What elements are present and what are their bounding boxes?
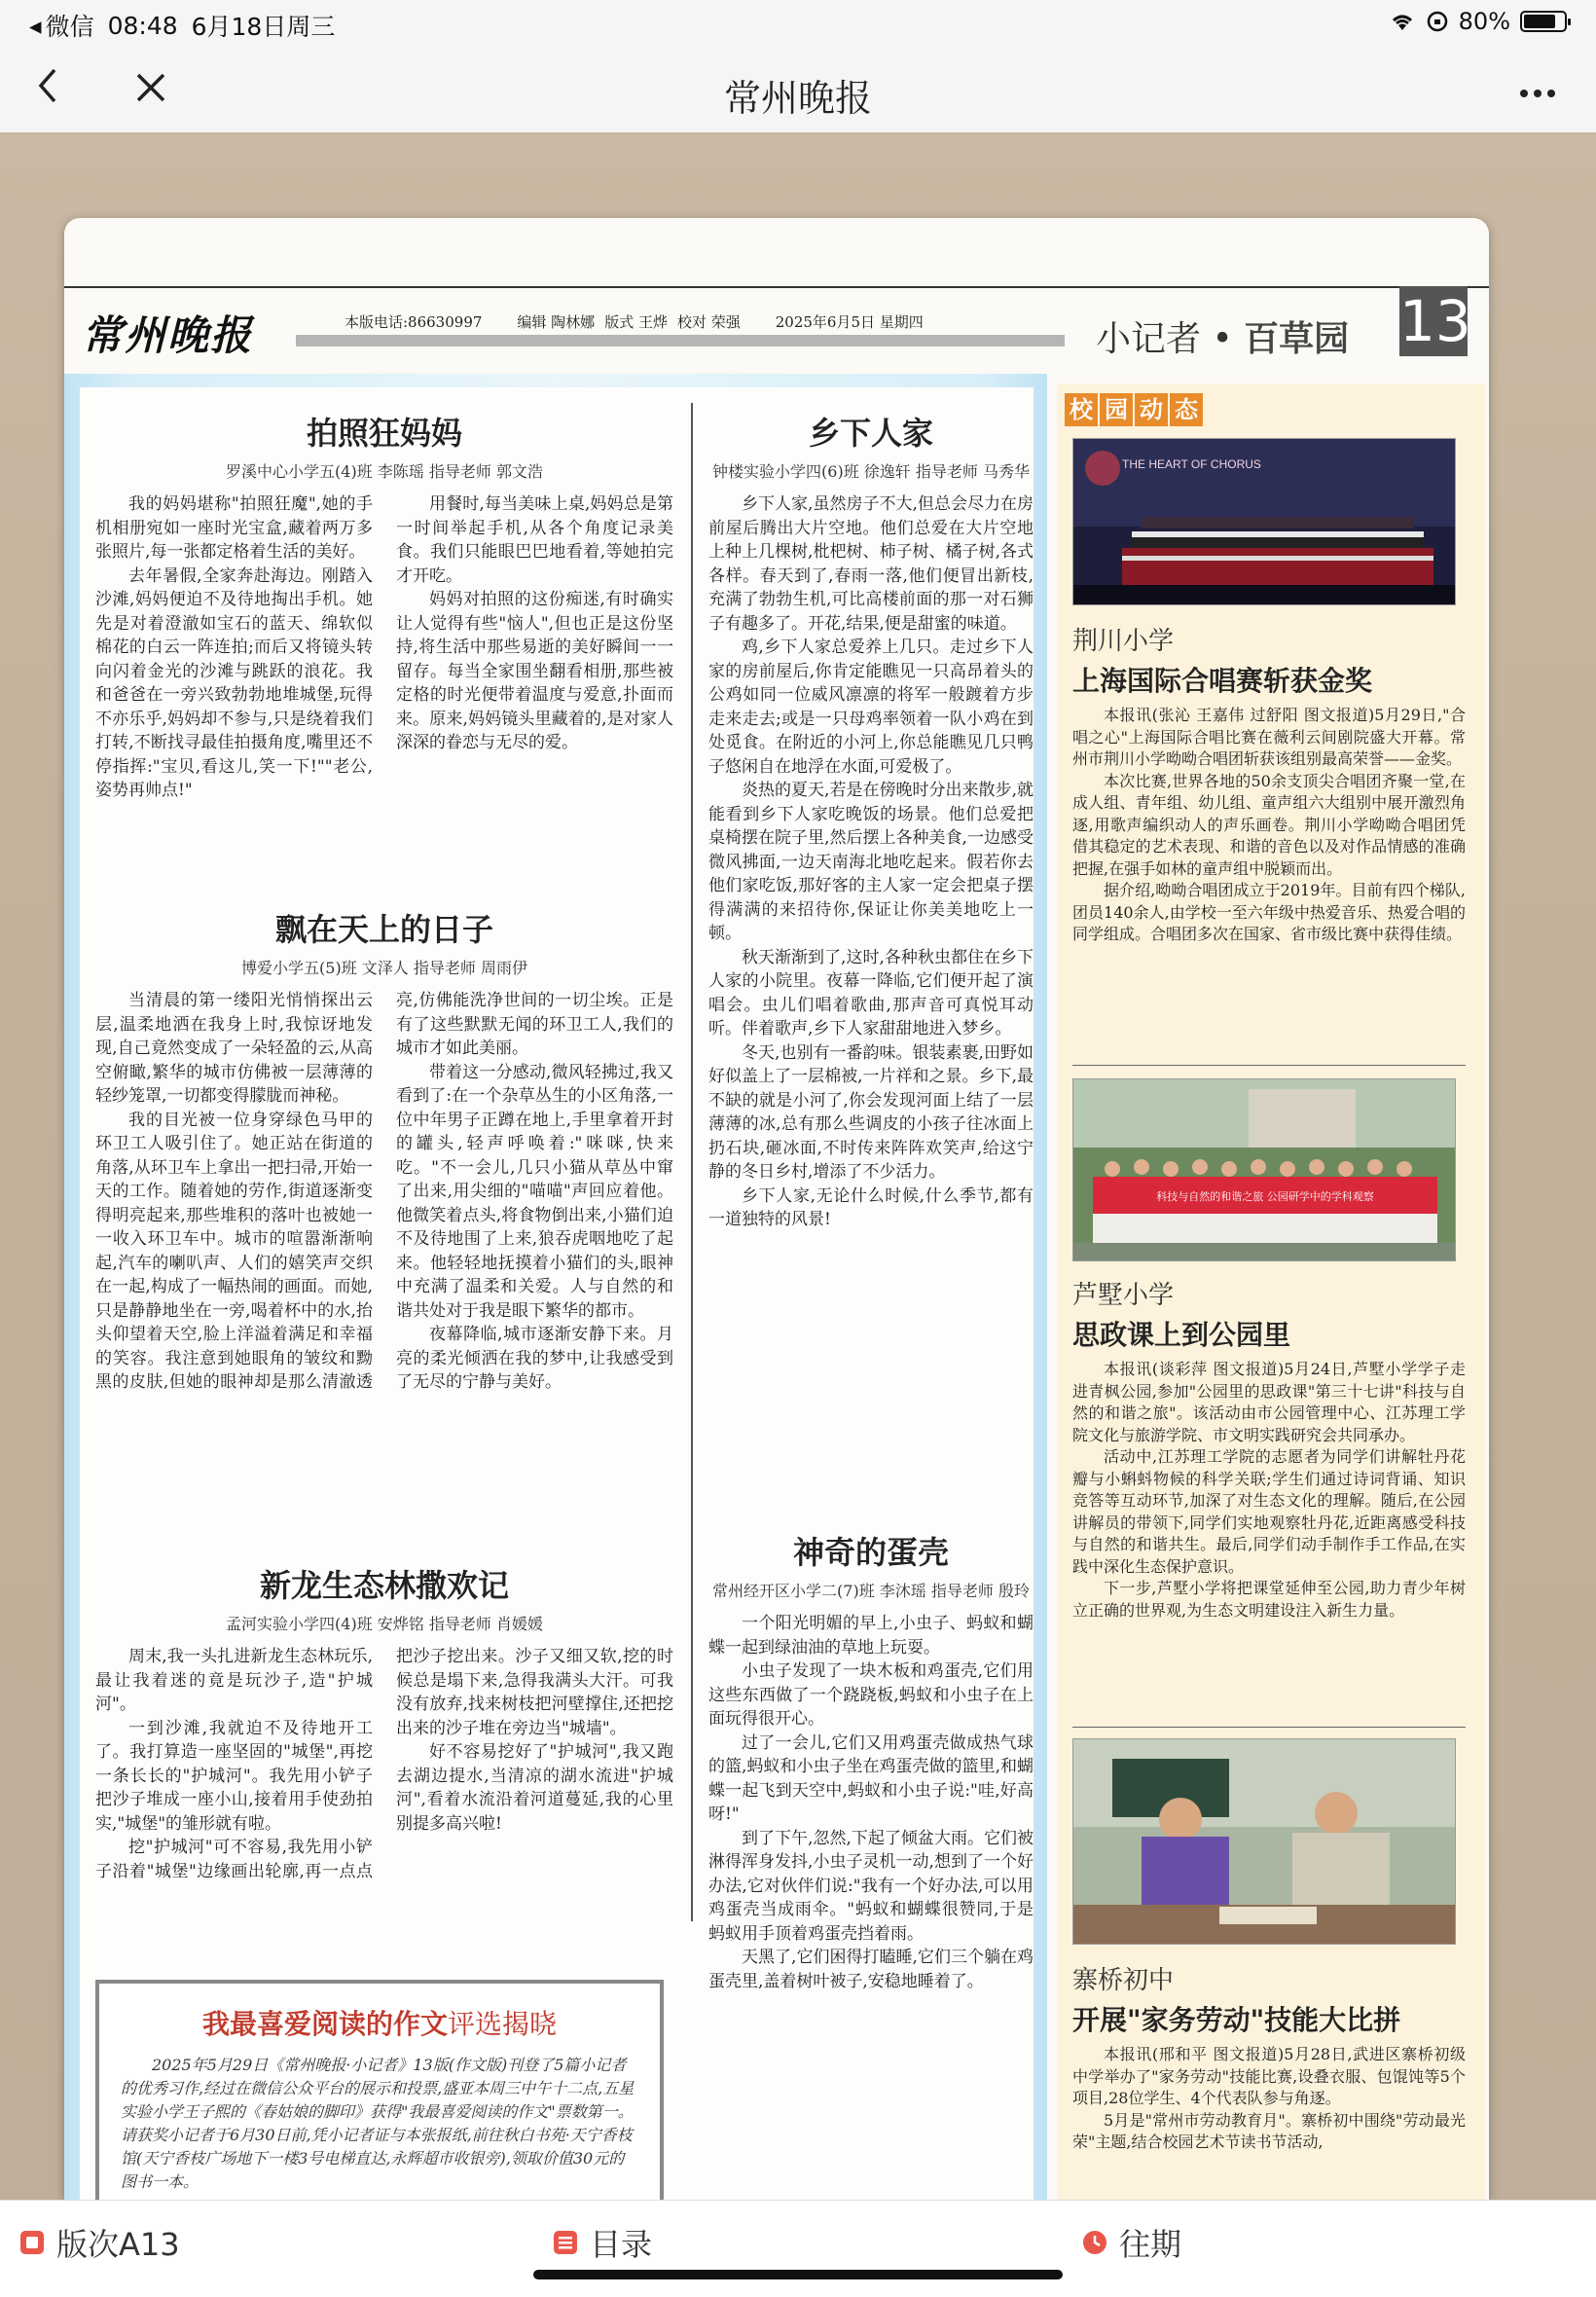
masthead-layout: 版式 王烨: [604, 313, 668, 331]
page-number: 13: [1399, 288, 1471, 354]
paragraph: 天黑了,它们困得打瞌睡,它们三个躺在鸡蛋壳里,盖着树叶被子,安稳地睡着了。: [708, 1948, 1034, 1991]
masthead-bar: [296, 335, 1065, 346]
article-body: [95, 492, 673, 855]
article-body: [708, 1612, 1034, 1993]
paragraph: 5月是"常州市劳动教育月"。寨桥初中围绕"劳动最光荣"主题,结合校园艺术节读书节活动,: [1072, 2110, 1466, 2151]
paragraph: 鸡,乡下人家总爱养上几只。走过乡下人家的房前屋后,你肯定能瞧见一只高昂着头的公鸡如同一位威风凛凛的将军一般踱着方步走来走去;或是一只母鸡率领着一队小鸡在到处觅食。在附近的小河上,你总能瞧见几只鸭子悠闲自在地浮在水面,可爱极了。: [708, 638, 1034, 777]
paragraph: 乡下人家,无论什么时候,什么季节,都有一道独特的风景!: [708, 1185, 1034, 1229]
notice-title: [121, 2003, 638, 2042]
bottom-toolbar: [0, 2200, 1596, 2297]
choir-photo[interactable]: [1072, 438, 1456, 605]
edition-icon: [18, 2228, 47, 2257]
paragraph: 秋天渐渐到了,这时,各种秋虫都住在乡下人家的小院里。夜幕一降临,它们便开起了演唱会。虫儿们唱着歌曲,那声音可真悦耳动听。伴着歌声,乡下人家甜甜地进入梦乡。: [708, 947, 1034, 1039]
article-title: 乡下人家: [808, 415, 933, 452]
more-dots-icon: [1518, 88, 1557, 99]
column-divider: [691, 403, 693, 1921]
back-to-app-indicator[interactable]: [29, 8, 94, 43]
paragraph: 据介绍,呦呦合唱团成立于2019年。目前有四个梯队,团员140余人,由学校一至六年级中热爱音乐、热爱合唱的同学组成。合唱团多次在国家、省市级比赛中获得佳绩。: [1072, 881, 1466, 943]
home-indicator[interactable]: [533, 2270, 1063, 2279]
paragraph: 一到沙滩,我就迫不及待地开工了。我打算造一座坚固的"城堡",再挖一条长长的"护城河"。我先用小铲子把沙子堆成一座小山,接着用手使劲拍实,"城堡"的雏形就有啦。: [95, 1718, 373, 1834]
section-title-bold: 百草园: [1244, 318, 1350, 359]
nav-bar: [0, 49, 1596, 132]
divider: [1072, 1065, 1466, 1066]
article-byline: 博爱小学五(5)班 文泽人 指导老师 周雨伊: [241, 959, 527, 977]
carrier-label: 微信: [45, 13, 94, 41]
more-button[interactable]: [1508, 66, 1567, 115]
article-xiang-xia-ren-jia[interactable]: [708, 409, 1034, 1232]
article-title: 拍照狂妈妈: [306, 415, 462, 452]
paragraph: 冬天,也别有一番韵味。银装素裹,田野如好似盖上了一层棉被,一片祥和之景。乡下,最不缺的就是小河了,你会发现河面上结了一层薄薄的冰,总有那么些调皮的小孩子往冰面上扔石块,砸冰面,不时传来阵阵欢笑声,给这宁静的冬日乡村,增添了不少活力。: [708, 1042, 1034, 1182]
park-group-photo[interactable]: [1072, 1078, 1456, 1261]
archive-button[interactable]: [1080, 2220, 1181, 2265]
article-body: [95, 989, 673, 1520]
news-body: [1072, 705, 1466, 946]
label-char: 态: [1170, 393, 1203, 426]
campus-news-sidebar: [1057, 383, 1485, 2200]
edition-label: 版次A13: [56, 2226, 180, 2263]
news-body: [1072, 2044, 1466, 2154]
news-school: 芦墅小学: [1072, 1281, 1175, 1310]
banner-text: 科技与自然的和谐之旅 公园研学中的学科观察: [1156, 1190, 1374, 1203]
battery-fill: [1524, 15, 1555, 28]
article-byline: 罗溪中心小学五(4)班 李陈瑶 指导老师 郭文浩: [226, 462, 543, 481]
masthead-date: 2025年6月5日 星期四: [775, 313, 924, 331]
paragraph: 一个阳光明媚的早上,小虫子、蚂蚁和蝴蝶一起到绿油油的草地上玩耍。: [708, 1614, 1034, 1658]
small-back-icon: ◂: [29, 11, 42, 40]
masthead-info: [345, 311, 924, 332]
choir-photo-image: [1073, 439, 1456, 605]
label-char: 动: [1135, 393, 1168, 426]
article-byline: 常州经开区小学二(7)班 李沐瑶 指导老师 殷玲: [712, 1582, 1030, 1600]
newspaper-page[interactable]: [64, 218, 1489, 2200]
news-title[interactable]: 上海国际合唱赛斩获金奖: [1072, 665, 1373, 697]
paragraph: 周末,我一头扎进新龙生态林玩乐,最让我着迷的竟是玩沙子,造"护城河"。: [95, 1647, 373, 1714]
masthead-phone: 本版电话:86630997: [345, 313, 483, 331]
lock-rotation-icon: [1426, 10, 1449, 33]
housework-photo[interactable]: [1072, 1738, 1456, 1945]
paragraph: 我的妈妈堪称"拍照狂魔",她的手机相册宛如一座时光宝盒,藏着两万多张照片,每一张都定格着生活的美好。: [95, 494, 373, 562]
paragraph: 小虫子发现了一块木板和鸡蛋壳,它们用这些东西做了一个跷跷板,蚂蚁和小虫子在上面玩得很开心。: [708, 1661, 1034, 1729]
paragraph: 下一步,芦墅小学将把课堂延伸至公园,助力青少年树立正确的世界观,为生态文明建设注入新生力量。: [1072, 1579, 1466, 1620]
masthead-editor: 编辑 陶林娜: [517, 313, 596, 331]
news-body: [1072, 1359, 1466, 1622]
status-date: 6月18日周三: [191, 13, 336, 41]
archive-icon: [1080, 2228, 1109, 2257]
article-body: [95, 1645, 673, 1937]
section-title-dot: •: [1212, 319, 1233, 359]
article-body: [708, 492, 1034, 1232]
wifi-icon: [1389, 11, 1416, 32]
paragraph: 当清晨的第一缕阳光悄悄探出云层,温柔地洒在我身上时,我惊讶地发现,自己竟然变成了一朵轻盈的云,从高空俯瞰,繁华的城市仿佛被一层薄薄的轻纱笼罩,一切都变得朦胧而神秘。: [95, 991, 373, 1106]
paragraph: 本报讯(谈彩萍 图文报道)5月24日,芦墅小学学子走进青枫公园,参加"公园里的思政课"第三十七讲"科技与自然的和谐之旅"。该活动由市公园管理中心、江苏理工学院文化与旅游学院、市文明实践研究会共同承办。: [1072, 1360, 1466, 1444]
close-icon: [134, 71, 167, 104]
page-title: 常州晚报: [723, 77, 872, 120]
article-title: 飘在天上的日子: [274, 911, 493, 948]
paragraph: 好不容易挖好了"护城河",我又跑去湖边提水,当清凉的湖水流进"护城河",看着水流沿着河道蔓延,我的心里别提多高兴啦!: [396, 1742, 673, 1834]
contents-icon: [551, 2228, 580, 2257]
article-byline: 孟河实验小学四(4)班 安烨铭 指导老师 肖媛媛: [226, 1615, 543, 1633]
masthead-rule: [64, 286, 1489, 288]
paragraph: 活动中,江苏理工学院的志愿者为同学们讲解牡丹花瓣与小蝌蚪物候的科学关联;学生们通过诗词背诵、知识竞答等互动环节,加深了对生态文化的理解。随后,在公园讲解员的带领下,同学们实地观察牡丹花,近距离感受科技与自然的和谐共生。最后,同学们动手制作手工作品,在实践中深化生态保护意识。: [1072, 1447, 1466, 1576]
section-title-light: 小记者: [1096, 319, 1202, 359]
photo-caption: THE HEART OF CHORUS: [1122, 457, 1261, 471]
battery-percent: 80%: [1458, 8, 1510, 35]
paragraph: 本次比赛,世界各地的50余支顶尖合唱团齐聚一堂,在成人组、青年组、幼儿组、童声组六大组别中展开激烈角逐,用歌声编织动人的声乐画卷。荆川小学呦呦合唱团凭借其稳定的艺术表现、和谐的音色以及对作品情感的准确把握,在强手如林的童声组中脱颖而出。: [1072, 771, 1466, 878]
paragraph: 去年暑假,全家奔赴海边。刚踏入沙滩,妈妈便迫不及待地掏出手机。她先是对着澄澈如宝石的蓝天、绵软似棉花的白云一阵连拍;而后又将镜头转向闪着金光的沙滩与跳跃的浪花。我和爸爸在一旁兴致勃勃地堆城堡,玩得不亦乐乎,妈妈却不参与,只是绕着我们打转,不断找寻最佳拍摄角度,嘴里还不停指挥:"宝贝,看这儿,笑一下!""老公,姿势再帅点!": [95, 565, 373, 800]
masthead-proof: 校对 荣强: [676, 313, 741, 331]
contents-button[interactable]: [551, 2220, 652, 2265]
divider: [1072, 1727, 1466, 1728]
battery-icon: [1520, 11, 1567, 32]
notice-body: 2025年5月29日《常州晚报·小记者》13版(作文版)刊登了5篇小记者的优秀习作,经过在微信公众平台的展示和投票,盛亚本周三中午十二点,五星实验小学王子熙的《春姑娘的脚印》获得"我最喜爱阅读的作文"票数第一。请获奖小记者于6月30日前,凭小记者证与本张报纸,前往秋白书苑·天宁香枝馆(天宁香枝广场地下一楼3号电梯直达,永辉超市收银旁),领取价值30元的图书一本。: [121, 2056, 635, 2191]
paragraph: 妈妈对拍照的这份痴迷,有时确实让人觉得有些"恼人",但也正是这份坚持,将生活中那些易逝的美好瞬间一一留存。每当全家围坐翻看相册,那些被定格的时光便带着温度与爱意,扑面而来。原来,妈妈镜头里藏着的,是对家人深深的眷恋与无尽的爱。: [396, 590, 673, 752]
contents-label: 目录: [590, 2226, 653, 2263]
chevron-left-icon: [33, 66, 62, 105]
paragraph: 夜幕降临,城市逐渐安静下来。月亮的柔光倾洒在我的梦中,让我感受到了无尽的宁静与美好。: [396, 1325, 673, 1392]
article-shen-qi-dan-ke[interactable]: [708, 1528, 1034, 1993]
article-title: 神奇的蛋壳: [792, 1534, 949, 1571]
status-bar: [0, 0, 1596, 49]
back-button[interactable]: [23, 66, 72, 115]
label-char: 园: [1100, 393, 1133, 426]
label-char: 校: [1065, 393, 1098, 426]
status-time: 08:48: [107, 11, 178, 40]
notice-title-bold: 我最喜爱阅读的作文: [201, 2008, 448, 2040]
newspaper-viewer[interactable]: [0, 132, 1596, 2200]
paragraph: 挖"护城河"可不容易,我先用小铲子沿着"城堡"边缘画出轮廓,再一点点把沙子挖出来。沙子又细又软,挖的时候总是塌下来,急得我满头大汗。可我没有放弃,找来树枝把河壁撑住,还把挖出来的沙子堆在旁边当"城墙"。: [95, 1647, 673, 1881]
paragraph: 乡下人家,虽然房子不大,但总会尽力在房前屋后腾出大片空地。他们总爱在大片空地上种上几棵树,枇杷树、柿子树、橘子树,各式各样。春天到了,春雨一落,他们便冒出新枝,充满了勃勃生机,可比高楼前面的那一对石狮子有趣多了。开花,结果,便是甜蜜的味道。: [708, 494, 1034, 634]
close-button[interactable]: [127, 66, 175, 115]
article-piao-zai-tian-shang[interactable]: [95, 905, 673, 1520]
archive-label: 往期: [1119, 2226, 1182, 2263]
paragraph: 过了一会儿,它们又用鸡蛋壳做成热气球的篮,蚂蚁和小虫子坐在鸡蛋壳做的篮里,和蝴蝶一起飞到天空中,蚂蚁和小虫子说:"哇,好高呀!": [708, 1732, 1034, 1824]
housework-photo-image: [1073, 1739, 1456, 1945]
news-school: 寨桥初中: [1072, 1966, 1175, 1995]
newspaper-logo: 常州晚报: [82, 311, 254, 359]
notice-title-plain: 评选揭晓: [448, 2008, 558, 2040]
article-title: 新龙生态林撒欢记: [259, 1567, 509, 1604]
news-title[interactable]: 思政课上到公园里: [1072, 1319, 1291, 1351]
news-title[interactable]: 开展"家务劳动"技能大比拼: [1072, 2004, 1401, 2036]
paragraph: 炎热的夏天,若是在傍晚时分出来散步,就能看到乡下人家吃晚饭的场景。他们总爱把桌椅摆在院子里,然后摆上各种美食,一边感受微风拂面,一边天南海北地吃起来。假若你去他们家吃饭,那好客的主人家一定会把桌子摆得满满的来招待你,保证让你美美地吃上一顿。: [708, 781, 1034, 943]
section-title: [1096, 311, 1349, 361]
paragraph: 我的目光被一位身穿绿色马甲的环卫工人吸引住了。她正站在街道的角落,从环卫车上拿出一把扫帚,开始一天的工作。随着她的劳作,街道逐渐变得明亮起来,那些堆积的落叶也被她一一收入环卫车中。城市的喧嚣渐渐响起,汽车的喇叭声、人们的嬉笑声交织在一起,构成了一幅热闹的画面。而她,只是静静地坐在一旁,喝着杯中的水,抬头仰望着天空,脸上洋溢着满足和幸福的笑容。我注意到她眼角的皱纹和黝黑的皮肤,但她的眼神却是那么清澈透亮,仿佛能洗净世间的一切尘埃。正是有了这些默默无闻的环卫工人,我们的城市才如此美丽。: [95, 991, 673, 1392]
article-byline: 钟楼实验小学四(6)班 徐逸轩 指导老师 马秀华: [712, 462, 1030, 481]
paragraph: 到了下午,忽然,下起了倾盆大雨。它们被淋得浑身发抖,小虫子灵机一动,想到了一个好办法,它对伙伴们说:"我有一个好办法,可以用鸡蛋壳当成雨伞。"蚂蚁和蝴蝶很赞同,于是蚂蚁用手顶着鸡蛋壳挡着雨。: [708, 1828, 1034, 1944]
paragraph: 用餐时,每当美味上桌,妈妈总是第一时间举起手机,从各个角度记录美食。我们只能眼巴巴地看着,等她拍完才开吃。: [396, 494, 673, 586]
news-school: 荆川小学: [1072, 627, 1175, 656]
paragraph: 本报讯(邢和平 图文报道)5月28日,武进区寨桥初级中学举办了"家务劳动"技能比赛,设叠衣服、包馄饨等5个项目,28位学生、4个代表队参与角逐。: [1072, 2045, 1466, 2107]
sidebar-label: [1065, 393, 1203, 426]
paragraph: 带着这一分感动,微风轻拂过,我又看到了:在一个杂草丛生的小区角落,一位中年男子正蹲在地上,手里拿着开封的罐头,轻声呼唤着:"咪咪,快来吃。"不一会儿,几只小猫从草丛中窜了出来,用尖细的"喵喵"声回应着他。他微笑着点头,将食物倒出来,小猫们迫不及待地围了上来,狼吞虎咽地吃了起来。他轻轻地抚摸着小猫们的头,眼神中充满了温柔和关爱。人与自然的和谐共处对于我是眼下繁华的都市。: [396, 1062, 673, 1321]
paragraph: 本报讯(张沁 王嘉伟 过舒阳 图文报道)5月29日,"合唱之心"上海国际合唱比赛在薇利云间剧院盛大开幕。常州市荆川小学呦呦合唱团斩获该组别最高荣誉——金奖。: [1072, 706, 1466, 768]
park-photo-image: [1073, 1079, 1456, 1261]
article-xin-long[interactable]: [95, 1561, 673, 1937]
notice-box[interactable]: [95, 1980, 664, 2200]
article-pai-zhao[interactable]: [95, 409, 673, 855]
edition-button[interactable]: [18, 2220, 180, 2265]
